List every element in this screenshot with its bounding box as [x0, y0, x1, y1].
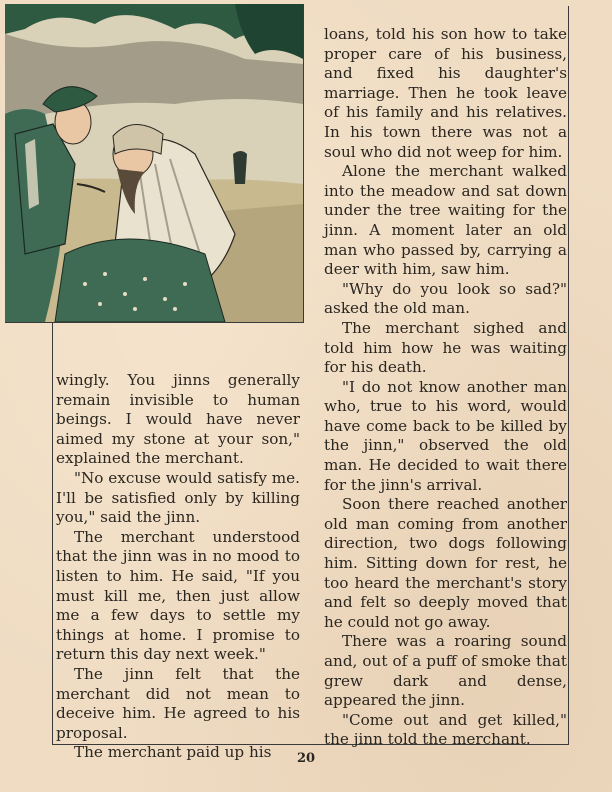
left-paragraph-3: The merchant understood that the jinn was in no mood to listen to him. He said, "If you must kill me, then just allow me a few days to settle my things at home. I promise to return this day next week." — [56, 527, 300, 664]
right-paragraph-1: loans, told his son how to take proper care of his business, and fixed his daughter's marriage. Then he took leave of his family and his relatives. In his town there was not a soul who did not weep for him. — [324, 25, 567, 161]
right-paragraph-6: Soon there reached another old man coming from another direction, two dogs following him. Sitting down for rest, he too heard the merchant's story and felt so deeply moved that he could not go away. — [324, 495, 567, 631]
frame-rule-left — [52, 323, 53, 744]
story-illustration — [5, 4, 304, 323]
left-paragraph-5: The merchant paid up his — [74, 743, 272, 762]
left-paragraph-1: wingly. You jinns generally remain invisible to human beings. I would have never aimed my stone at your son," explained the merchant. — [56, 371, 300, 468]
right-paragraph-4: The merchant sighed and told him how he was waiting for his death. — [324, 318, 567, 377]
right-paragraph-2: Alone the merchant walked into the meadow and sat down under the tree waiting for the jinn. A moment later an old man who passed by, carrying a deer with him, saw him. — [324, 162, 567, 279]
illustration-merchant-and-old-man — [5, 4, 303, 322]
left-text-column — [56, 371, 300, 763]
left-paragraph-2: "No excuse would satisfy me. I'll be satisfied only by killing you," said the jinn. — [56, 468, 300, 527]
right-paragraph-5: "I do not know another man who, true to his word, would have come back to be killed by the jinn," observed the old man. He decided to wait there for the jinn's arrival. — [324, 377, 567, 494]
right-paragraph-8: "Come out and get killed," the jinn told the merchant. — [324, 710, 567, 749]
right-paragraph-3: "Why do you look so sad?" asked the old man. — [324, 279, 567, 318]
page-number: 20 — [296, 751, 316, 766]
right-text-column — [324, 25, 567, 750]
left-paragraph-4: The jinn felt that the merchant did not mean to deceive him. He agreed to his proposal. — [56, 664, 300, 742]
right-paragraph-7: There was a roaring sound and, out of a puff of smoke that grew dark and dense, appeared the jinn. — [324, 632, 567, 710]
frame-rule-right — [568, 6, 569, 744]
